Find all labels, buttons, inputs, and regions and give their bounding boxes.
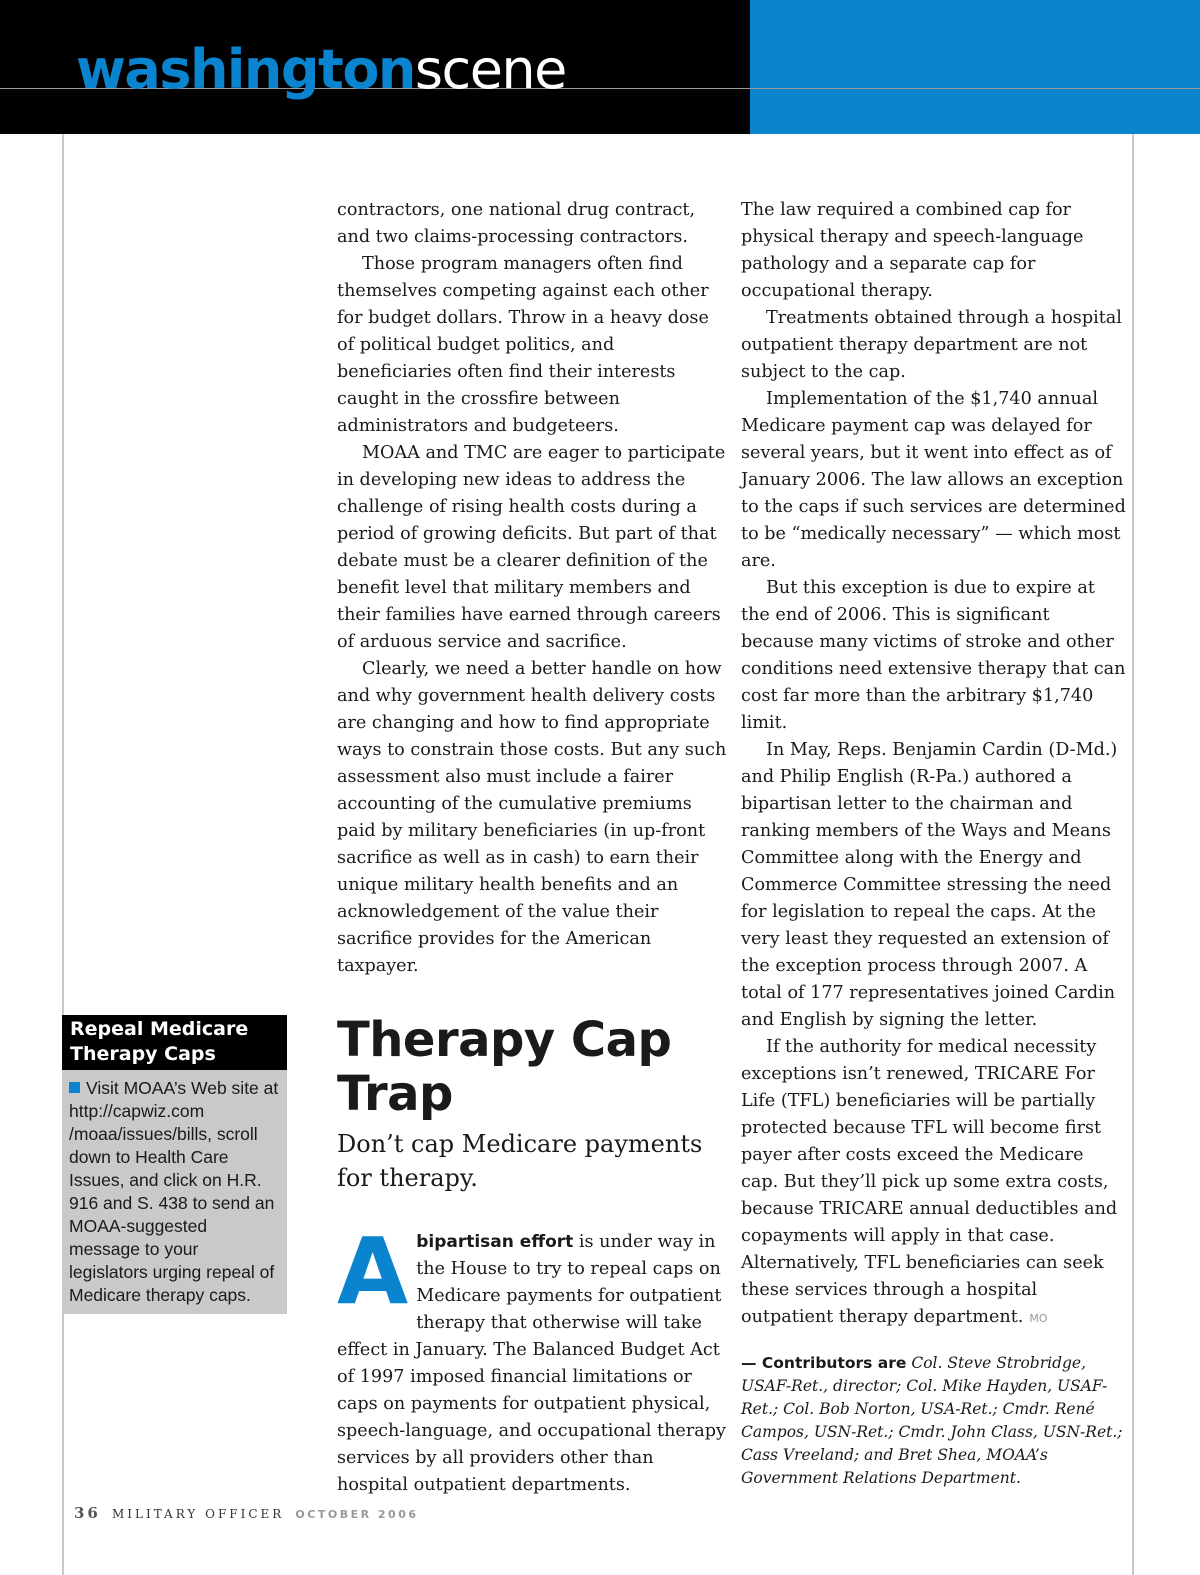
contributors-lead: — Contributors are bbox=[741, 1354, 907, 1372]
sidebar-box bbox=[62, 1015, 287, 1314]
magazine-name: MILITARY OFFICER bbox=[111, 1507, 285, 1521]
col2-paragraph-3: Implementation of the $1,740 annual Medicare payment cap was delayed for several years, but it went into effect as of January 2006. The law allows an exception to the caps if such services are determined to be “medically necessary” — which most are. bbox=[741, 389, 1126, 571]
col2-paragraph-6-text: If the authority for medical necessity exceptions isn’t renewed, TRICARE For Life (TFL) beneficiaries will be partially protected because TFL will become first payer after costs exceed the Medicare cap. But they’ll pick up some extra costs, because TRICARE annual deductibles and copayments will apply in that case. Alternatively, TFL beneficiaries can seek these services through a hospital outpatient therapy department. bbox=[741, 1037, 1118, 1327]
sidebar-text: Visit MOAA’s Web site at http://capwiz.com /moaa/issues/bills, scroll down to Health Care Issues, and click on H.R. 916 and S. 438 to send an MOAA-suggested message to your legislators urging repeal of Medicare therapy caps. bbox=[69, 1078, 279, 1305]
article-deck: Don’t cap Medicare payments for therapy. bbox=[337, 1130, 703, 1192]
sidebar-title-line2: Therapy Caps bbox=[70, 1043, 216, 1065]
article-lead-text: is under way in the House to try to repeal caps on Medicare payments for outpatient therapy that otherwise will take effect in January. The Balanced Budget Act of 1997 imposed financial limitations or caps on payments for outpatient physical, speech-language, and occupational therapy services by all providers other than hospital outpatient departments. bbox=[337, 1232, 726, 1495]
sidebar-title bbox=[62, 1015, 287, 1070]
contributors-text: Col. Steve Strobridge, USAF-Ret., director; Col. Mike Hayden, USAF-Ret.; Col. Bob Norton, USA-Ret.; Cmdr. René Campos, USN-Ret.; Cmdr. John Class, USN-Ret.; Cass Vreeland; and Bret Shea, MOAA’s Government Relations Department. bbox=[741, 1354, 1123, 1487]
section-title bbox=[76, 38, 566, 102]
left-margin-rule bbox=[62, 134, 64, 1575]
lead-in: bipartisan effort bbox=[416, 1232, 574, 1252]
column-1 bbox=[337, 197, 729, 1499]
right-margin-rule bbox=[1132, 134, 1134, 1575]
article-headline: Therapy Cap Trap bbox=[337, 1012, 672, 1122]
col1-paragraph-1: contractors, one national drug contract, and two claims-processing contractors. bbox=[337, 200, 696, 247]
column-2 bbox=[741, 197, 1126, 1490]
article-lead-paragraph bbox=[337, 1218, 729, 1499]
page-number: 36 bbox=[74, 1504, 101, 1522]
sidebar-body bbox=[62, 1070, 287, 1314]
col2-paragraph-1: The law required a combined cap for physical therapy and speech-language pathology and a separate cap for occupational therapy. bbox=[741, 200, 1084, 301]
col2-paragraph-4: But this exception is due to expire at the end of 2006. This is significant because many victims of stroke and other conditions need extensive therapy that can cost far more than the arbitrary $1,740 limit. bbox=[741, 578, 1126, 733]
page-footer bbox=[74, 1503, 419, 1522]
drop-cap: A bbox=[337, 1218, 409, 1325]
end-mark: MO bbox=[1029, 1312, 1048, 1325]
col2-paragraph-6 bbox=[741, 1034, 1126, 1332]
section-title-bold: washington bbox=[76, 38, 415, 101]
col2-paragraph-2: Treatments obtained through a hospital outpatient therapy department are not subject to the cap. bbox=[741, 308, 1122, 382]
col1-paragraph-4: Clearly, we need a better handle on how and why government health delivery costs are changing and how to find appropriate ways to constrain those costs. But any such assessment also must include a fairer accounting of the cumulative premiums paid by military beneficiaries (in up-front sacrifice as well as in cash) to earn their unique military health benefits and an acknowledgement of the value their sacrifice provides for the American taxpayer. bbox=[337, 659, 727, 976]
sidebar-title-line1: Repeal Medicare bbox=[70, 1018, 249, 1040]
bullet-square-icon bbox=[69, 1082, 80, 1093]
col2-paragraph-5: In May, Reps. Benjamin Cardin (D-Md.) and Philip English (R-Pa.) authored a bipartisan letter to the chairman and ranking members of the Ways and Means Committee along with the Energy and Commerce Committee stressing the need for legislation to repeal the caps. At the very least they requested an extension of the exception process through 2007. A total of 177 representatives joined Cardin and English by signing the letter. bbox=[741, 740, 1118, 1030]
contributors-note bbox=[741, 1352, 1126, 1490]
section-title-light: scene bbox=[414, 38, 566, 101]
col1-paragraph-2: Those program managers often find themselves competing against each other for budget dollars. Throw in a heavy dose of political budget politics, and beneficiaries often find their interests caught in the crossfire between administrators and budgeteers. bbox=[337, 254, 709, 436]
issue-date: OCTOBER 2006 bbox=[295, 1508, 419, 1521]
col1-paragraph-3: MOAA and TMC are eager to participate in developing new ideas to address the challenge of rising health costs during a period of growing deficits. But part of that debate must be a clearer definition of the benefit level that military members and their families have earned through careers of arduous service and sacrifice. bbox=[337, 443, 726, 652]
header-banner-blue bbox=[750, 0, 1200, 134]
